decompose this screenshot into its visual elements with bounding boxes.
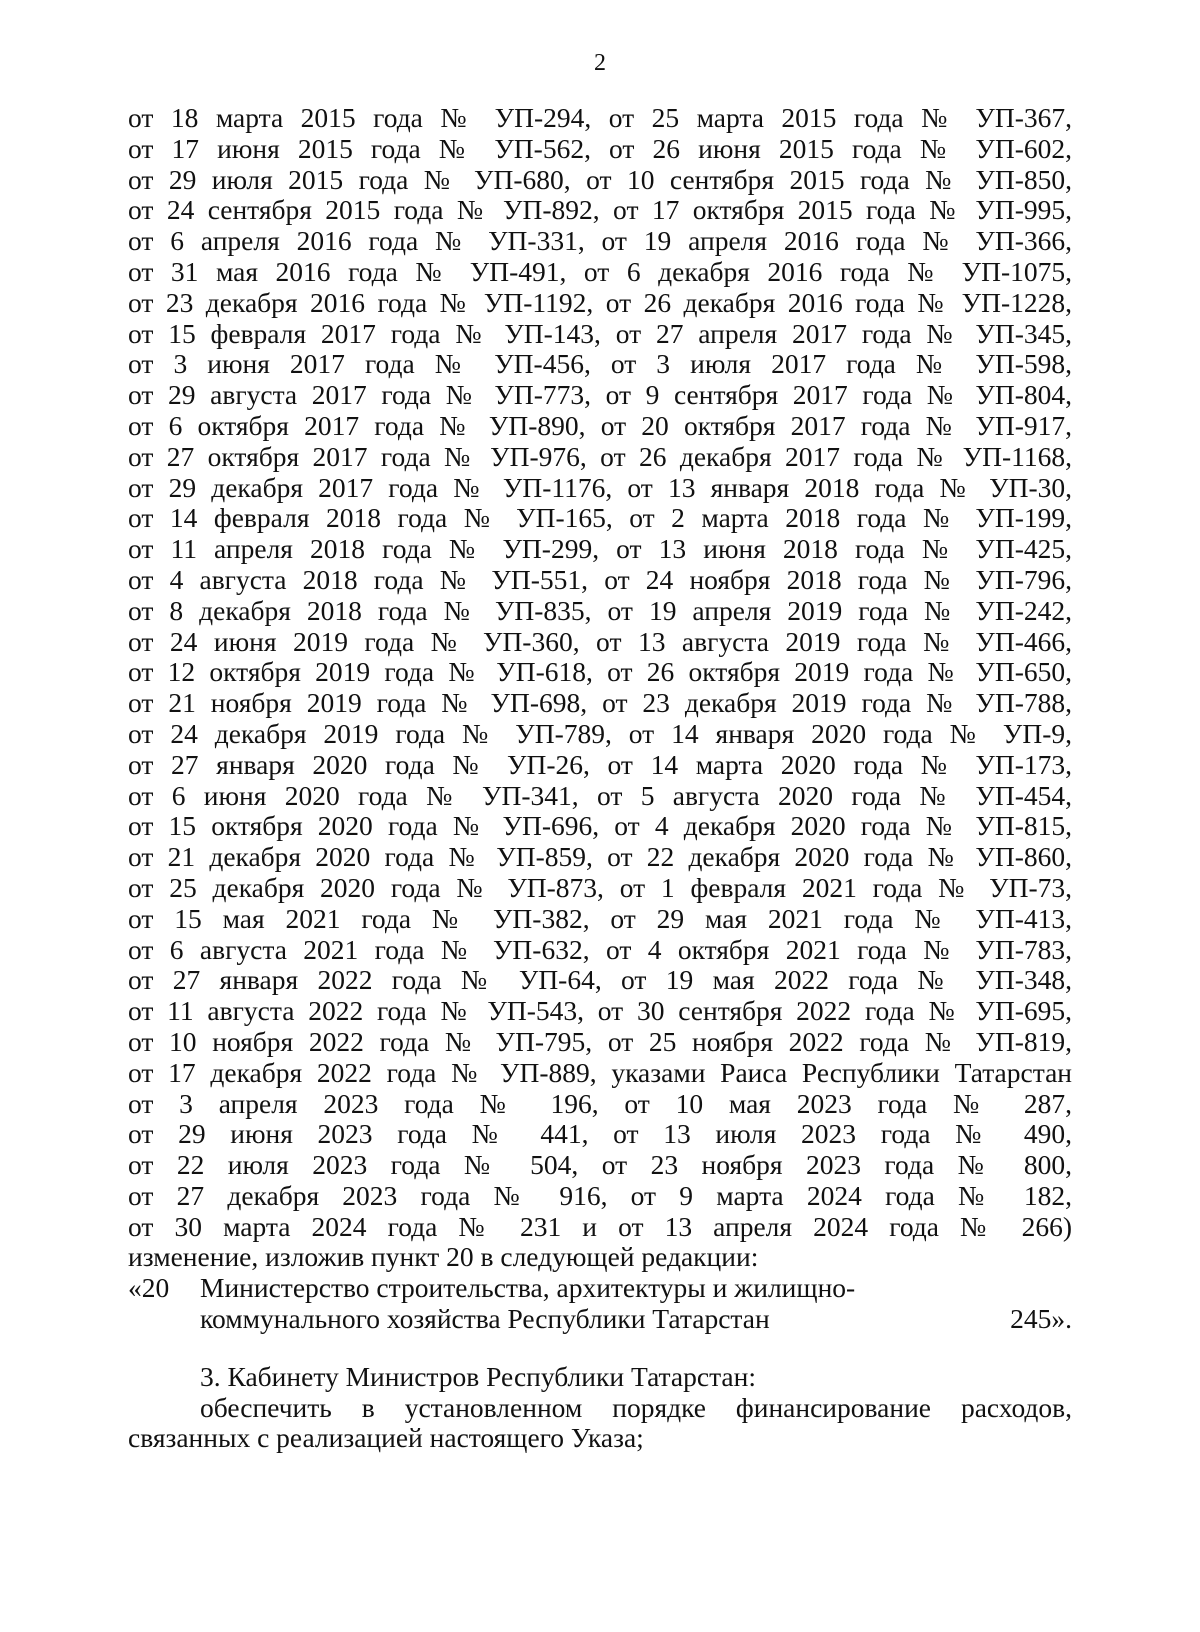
entry-name-line-2: коммунального хозяйства Республики Татарстан xyxy=(200,1303,770,1335)
decree-list-line: от 8 декабря 2018 года № УП-835, от 19 апреля 2019 года № УП-242, xyxy=(128,594,1072,626)
decree-list-line: от 11 апреля 2018 года № УП-299, от 13 июня 2018 года № УП-425, xyxy=(128,533,1072,565)
decree-list-line: от 21 ноября 2019 года № УП-698, от 23 декабря 2019 года № УП-788, xyxy=(128,687,1072,719)
decree-list-line: от 22 июля 2023 года № 504, от 23 ноября 2023 года № 800, xyxy=(128,1149,1072,1181)
decree-list-line: от 6 октября 2017 года № УП-890, от 20 октября 2017 года № УП-917, xyxy=(128,409,1072,441)
document-body xyxy=(128,103,1072,1454)
decree-list-line: от 11 августа 2022 года № УП-543, от 30 сентября 2022 года № УП-695, xyxy=(128,995,1072,1027)
decree-list-line: от 3 апреля 2023 года № 196, от 10 мая 2023 года № 287, xyxy=(128,1087,1072,1119)
decree-list-line: от 15 октября 2020 года № УП-696, от 4 декабря 2020 года № УП-815, xyxy=(128,810,1072,842)
decree-list-line: от 14 февраля 2018 года № УП-165, от 2 марта 2018 года № УП-199, xyxy=(128,502,1072,534)
section-3-paragraph-line-2: связанных с реализацией настоящего Указа; xyxy=(128,1422,644,1454)
decree-list-line: от 29 декабря 2017 года № УП-1176, от 13 января 2018 года № УП-30, xyxy=(128,471,1072,503)
decree-list-line: от 31 мая 2016 года № УП-491, от 6 декабря 2016 года № УП-1075, xyxy=(128,255,1072,287)
decree-list-line: от 17 июня 2015 года № УП-562, от 26 июня 2015 года № УП-602, xyxy=(128,132,1072,164)
decree-list-line: от 3 июня 2017 года № УП-456, от 3 июля 2017 года № УП-598, xyxy=(128,348,1072,380)
decree-list-line: от 29 июля 2015 года № УП-680, от 10 сентября 2015 года № УП-850, xyxy=(128,163,1072,195)
decree-list xyxy=(128,103,1072,1242)
decree-list-line: от 25 декабря 2020 года № УП-873, от 1 февраля 2021 года № УП-73, xyxy=(128,871,1072,903)
decree-list-line: от 27 января 2022 года № УП-64, от 19 мая 2022 года № УП-348, xyxy=(128,964,1072,996)
decree-list-line: от 29 августа 2017 года № УП-773, от 9 сентября 2017 года № УП-804, xyxy=(128,379,1072,411)
decree-list-line: от 15 февраля 2017 года № УП-143, от 27 апреля 2017 года № УП-345, xyxy=(128,317,1072,349)
section-3 xyxy=(128,1362,1072,1454)
decree-list-line: от 6 июня 2020 года № УП-341, от 5 августа 2020 года № УП-454, xyxy=(128,779,1072,811)
decree-list-line: от 27 декабря 2023 года № 916, от 9 марта 2024 года № 182, xyxy=(128,1179,1072,1211)
decree-list-line: от 18 марта 2015 года № УП-294, от 25 марта 2015 года № УП-367, xyxy=(128,102,1072,133)
amendment-line: изменение, изложив пункт 20 в следующей редакции: xyxy=(128,1241,759,1273)
entry-number: «20 xyxy=(128,1272,170,1304)
table-entry-20 xyxy=(128,1273,1072,1335)
decree-list-line: от 15 мая 2021 года № УП-382, от 29 мая 2021 года № УП-413, xyxy=(128,902,1072,934)
decree-list-line: от 24 сентября 2015 года № УП-892, от 17 октября 2015 года № УП-995, xyxy=(128,194,1072,226)
decree-list-line: от 4 августа 2018 года № УП-551, от 24 ноября 2018 года № УП-796, xyxy=(128,563,1072,595)
decree-list-line: от 24 декабря 2019 года № УП-789, от 14 января 2020 года № УП-9, xyxy=(128,717,1072,749)
decree-list-line: от 12 октября 2019 года № УП-618, от 26 октября 2019 года № УП-650, xyxy=(128,656,1072,688)
decree-list-line: от 27 января 2020 года № УП-26, от 14 марта 2020 года № УП-173, xyxy=(128,748,1072,780)
decree-list-line: от 30 марта 2024 года № 231 и от 13 апреля 2024 года № 266) xyxy=(128,1210,1072,1242)
decree-list-line: от 24 июня 2019 года № УП-360, от 13 августа 2019 года № УП-466, xyxy=(128,625,1072,657)
decree-list-line: от 10 ноября 2022 года № УП-795, от 25 ноября 2022 года № УП-819, xyxy=(128,1025,1072,1057)
decree-list-line: от 29 июня 2023 года № 441, от 13 июля 2023 года № 490, xyxy=(128,1118,1072,1150)
page-number: 2 xyxy=(594,50,606,76)
decree-list-line: от 6 августа 2021 года № УП-632, от 4 октября 2021 года № УП-783, xyxy=(128,933,1072,965)
entry-value: 245». xyxy=(1010,1303,1072,1335)
decree-list-line: от 23 декабря 2016 года № УП-1192, от 26 декабря 2016 года № УП-1228, xyxy=(128,286,1072,318)
section-3-heading: 3. Кабинету Министров Республики Татарстан: xyxy=(200,1360,756,1392)
decree-list-line: от 17 декабря 2022 года № УП-889, указами Раиса Республики Татарстан xyxy=(128,1056,1072,1088)
entry-name-line-1: Министерство строительства, архитектуры и жилищно- xyxy=(200,1272,856,1304)
decree-list-line: от 6 апреля 2016 года № УП-331, от 19 апреля 2016 года № УП-366, xyxy=(128,225,1072,257)
decree-list-line: от 21 декабря 2020 года № УП-859, от 22 декабря 2020 года № УП-860, xyxy=(128,841,1072,873)
section-3-paragraph-line-1: обеспечить в установленном порядке финансирование расходов, xyxy=(200,1391,1072,1423)
decree-list-line: от 27 октября 2017 года № УП-976, от 26 декабря 2017 года № УП-1168, xyxy=(128,440,1072,472)
